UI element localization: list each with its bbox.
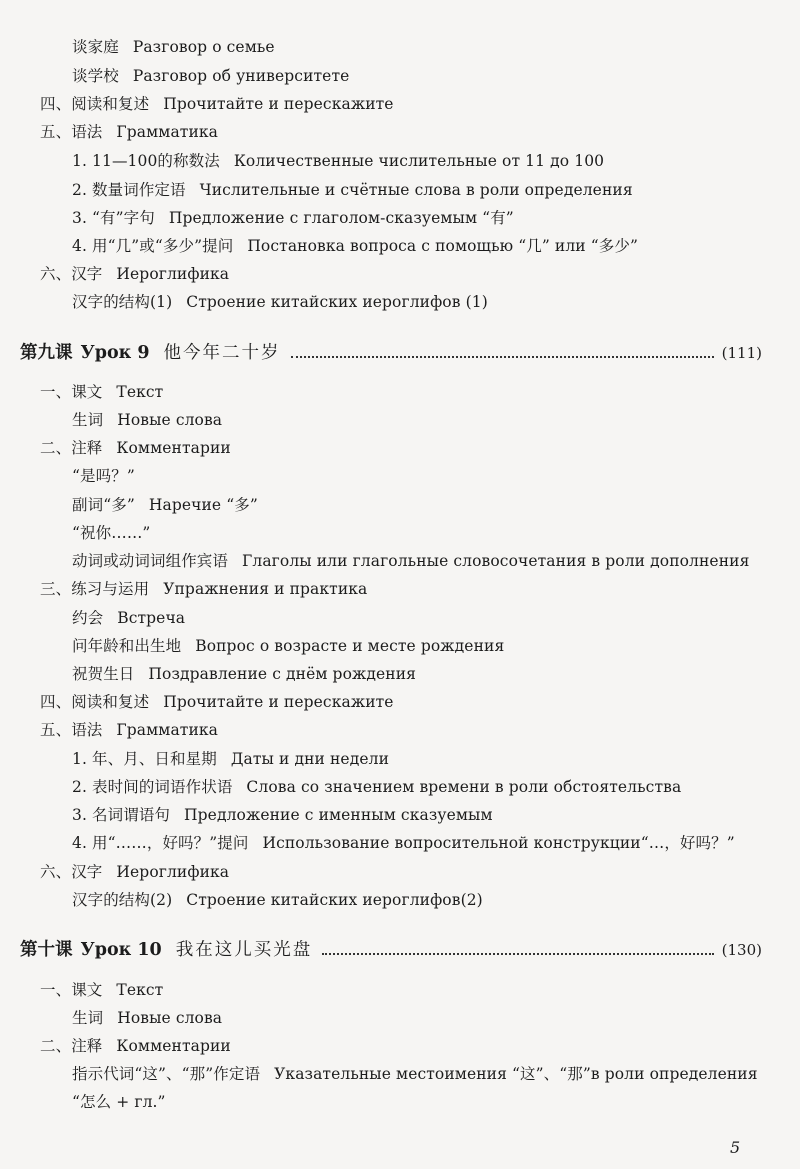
- entry-chinese: 4. 用“几”或“多少”提问: [72, 237, 234, 255]
- entry-russian: Упражнения и практика: [163, 580, 368, 598]
- entry-chinese: 动词或动词词组作宾语: [72, 552, 229, 570]
- entry-chinese: 2. 表时间的词语作状语: [72, 778, 233, 796]
- entry-chinese: 一、课文: [40, 981, 103, 999]
- entry-russian: Поздравление с днём рождения: [148, 665, 417, 683]
- entry-chinese: 指示代词“这”、“那”作定语: [72, 1065, 261, 1083]
- subsection-entry[interactable]: [72, 551, 749, 571]
- lesson-cn: 第九课: [20, 343, 73, 363]
- subsection-entry[interactable]: [72, 890, 483, 910]
- entry-chinese: 2. 数量词作定语: [72, 181, 186, 199]
- subsection-entry[interactable]: [72, 1008, 222, 1028]
- entry-chinese: 1. 11—100的称数法: [72, 152, 220, 170]
- entry-chinese: “祝你……”: [72, 524, 151, 542]
- subsection-entry[interactable]: [72, 151, 604, 171]
- subsection-entry[interactable]: [72, 236, 638, 256]
- entry-russian: Вопрос о возрасте и месте рождения: [195, 637, 505, 655]
- entry-russian: Встреча: [117, 609, 186, 627]
- entry-chinese: 约会: [72, 609, 104, 627]
- page-number: (130): [721, 941, 762, 959]
- entry-chinese: 3. “有”字句: [72, 209, 155, 227]
- lesson-title: 他今年二十岁: [163, 343, 281, 363]
- entry-chinese: 五、语法: [40, 721, 103, 739]
- entry-russian: Предложение с именным сказуемым: [184, 806, 493, 824]
- subsection-entry[interactable]: [72, 66, 349, 86]
- subsection-entry[interactable]: [72, 608, 185, 628]
- section-entry[interactable]: [40, 1036, 231, 1056]
- subsection-entry[interactable]: [72, 805, 493, 825]
- section-entry[interactable]: [40, 382, 163, 402]
- entry-chinese: 二、注释: [40, 1037, 103, 1055]
- entry-russian: Грамматика: [116, 123, 219, 141]
- subsection-entry[interactable]: [72, 523, 150, 543]
- entry-russian: Строение китайских иероглифов(2): [186, 891, 483, 909]
- entry-russian: Иероглифика: [116, 265, 230, 283]
- section-entry[interactable]: [40, 862, 229, 882]
- entry-chinese: 谈家庭: [72, 38, 119, 56]
- section-entry[interactable]: [40, 438, 231, 458]
- entry-russian: Даты и дни недели: [230, 750, 389, 768]
- entry-chinese: 三、练习与运用: [40, 580, 150, 598]
- entry-russian: Разговор об университете: [132, 67, 350, 85]
- subsection-entry[interactable]: [72, 410, 222, 430]
- subsection-entry[interactable]: [72, 208, 514, 228]
- entry-russian: Новые слова: [117, 411, 223, 429]
- entry-chinese: “怎么 + гл.”: [72, 1093, 166, 1111]
- entry-russian: Грамматика: [116, 721, 219, 739]
- entry-russian: Прочитайте и перескажите: [163, 95, 394, 113]
- entry-chinese: 谈学校: [72, 67, 119, 85]
- entry-chinese: 汉字的结构(1): [72, 293, 173, 311]
- entry-russian: Количественные числительные от 11 до 100: [233, 152, 605, 170]
- subsection-entry[interactable]: [72, 495, 258, 515]
- entry-chinese: 副词“多”: [72, 496, 135, 514]
- subsection-entry[interactable]: [72, 1092, 166, 1112]
- subsection-entry[interactable]: [72, 1064, 758, 1084]
- section-entry[interactable]: [40, 264, 229, 284]
- entry-chinese: 1. 年、月、日和星期: [72, 750, 217, 768]
- lesson-cn: 第十课: [20, 940, 73, 960]
- entry-russian: Новые слова: [117, 1009, 223, 1027]
- subsection-entry[interactable]: [72, 466, 135, 486]
- lesson-number: Урок 10: [80, 940, 162, 960]
- section-entry[interactable]: [40, 692, 394, 712]
- entry-chinese: 汉字的结构(2): [72, 891, 173, 909]
- subsection-entry[interactable]: [72, 777, 681, 797]
- subsection-entry[interactable]: [72, 749, 389, 769]
- entry-russian: Текст: [116, 981, 164, 999]
- folio-number: 5: [730, 1138, 741, 1157]
- entry-chinese: 生词: [72, 411, 104, 429]
- entry-chinese: 4. 用“……，好吗？”提问: [72, 834, 249, 852]
- entry-russian: Разговор о семье: [132, 38, 275, 56]
- section-entry[interactable]: [40, 720, 218, 740]
- section-entry[interactable]: [40, 122, 218, 142]
- entry-chinese: 生词: [72, 1009, 104, 1027]
- leader-dots: [322, 953, 713, 955]
- entry-russian: Предложение с глаголом-сказуемым “有”: [168, 209, 514, 227]
- section-entry[interactable]: [40, 94, 394, 114]
- entry-russian: Указательные местоимения “这”、“那”в роли определения: [274, 1065, 758, 1083]
- leader-dots: [291, 356, 714, 358]
- entry-chinese: 六、汉字: [40, 265, 103, 283]
- entry-russian: Иероглифика: [116, 863, 230, 881]
- entry-chinese: “是吗？”: [72, 467, 135, 485]
- entry-chinese: 四、阅读和复述: [40, 95, 150, 113]
- subsection-entry[interactable]: [72, 37, 275, 57]
- entry-russian: Текст: [116, 383, 164, 401]
- lesson-title: 我在这儿买光盘: [175, 940, 313, 960]
- entry-chinese: 五、语法: [40, 123, 103, 141]
- page-number: (111): [721, 344, 762, 362]
- subsection-entry[interactable]: [72, 636, 504, 656]
- entry-russian: Постановка вопроса с помощью “几” или “多少”: [247, 237, 638, 255]
- section-entry[interactable]: [40, 980, 163, 1000]
- entry-russian: Глаголы или глагольные словосочетания в роли дополнения: [242, 552, 750, 570]
- entry-chinese: 问年龄和出生地: [72, 637, 182, 655]
- section-entry[interactable]: [40, 579, 367, 599]
- subsection-entry[interactable]: [72, 180, 633, 200]
- entry-russian: Комментарии: [116, 1037, 231, 1055]
- entry-russian: Использование вопросительной конструкции“…，好吗？”: [262, 834, 735, 852]
- lesson-heading[interactable]: [20, 341, 762, 365]
- lesson-heading[interactable]: [20, 938, 762, 962]
- entry-russian: Прочитайте и перескажите: [163, 693, 394, 711]
- entry-chinese: 六、汉字: [40, 863, 103, 881]
- entry-russian: Слова со значением времени в роли обстоятельства: [246, 778, 682, 796]
- subsection-entry[interactable]: [72, 833, 735, 853]
- entry-russian: Числительные и счётные слова в роли определения: [199, 181, 633, 199]
- entry-chinese: 二、注释: [40, 439, 103, 457]
- entry-chinese: 一、课文: [40, 383, 103, 401]
- subsection-entry[interactable]: [72, 664, 416, 684]
- entry-chinese: 3. 名词谓语句: [72, 806, 171, 824]
- entry-russian: Комментарии: [116, 439, 231, 457]
- entry-chinese: 祝贺生日: [72, 665, 135, 683]
- subsection-entry[interactable]: [72, 292, 488, 312]
- entry-russian: Наречие “多”: [148, 496, 258, 514]
- entry-russian: Строение китайских иероглифов (1): [186, 293, 488, 311]
- lesson-number: Урок 9: [80, 343, 150, 363]
- entry-chinese: 四、阅读和复述: [40, 693, 150, 711]
